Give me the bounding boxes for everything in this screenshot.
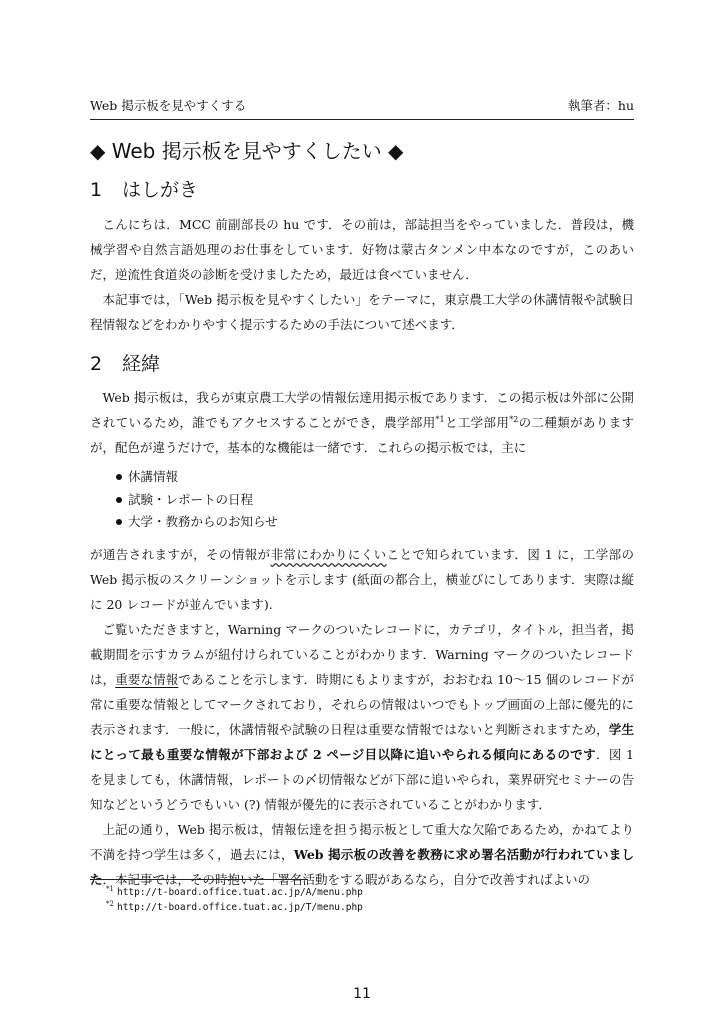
footnote-ref-2: *2 bbox=[509, 414, 519, 424]
text-run: と工学部用 bbox=[444, 415, 510, 430]
text-run: であることを示します．時期にもよりますが，おおむね 10〜15 個のレコードが常に重要な情報としてマークされており，それらの情報はいつでもトップ画面の上部に優先的に表示されます．一般に，休講情報や試験の日程は重要な情報ではないと判断されますため， bbox=[90, 672, 634, 737]
running-header bbox=[90, 96, 634, 120]
footnote-url: http://t-board.office.tuat.ac.jp/T/menu.php bbox=[116, 902, 363, 913]
background-paragraph-1 bbox=[90, 385, 634, 460]
footnote-url: http://t-board.office.tuat.ac.jp/A/menu.php bbox=[116, 887, 363, 898]
section-number: 2 bbox=[90, 353, 103, 375]
footnote-1 bbox=[106, 885, 363, 900]
bullet-list bbox=[90, 466, 634, 534]
background-continued bbox=[90, 542, 634, 892]
text-run: ご覧いただきますと，Warning マークのついたレコードに，カテゴリ，タイトル，担当者，掲載期間を示すカラムが紐付けられていることがわかります．Warning マークのついたレコードは， bbox=[90, 622, 634, 687]
emphasis-bold: 学生にとって最も重要な情報が下部および 2 ページ目以降に追いやられる傾向にあるのです bbox=[90, 722, 634, 762]
footnote-mark: *2 bbox=[106, 899, 114, 908]
article-title: ◆ Web 掲示板を見やすくしたい ◆ bbox=[90, 139, 404, 163]
intro-paragraph-1: こんにちは．MCC 前副部長の hu です．その前は，部誌担当をやっていました．普段は，機械学習や自然言語処理のお仕事をしています．好物は蒙古タンメン中本なのですが，このあいだ，逆流性食道炎の診断を受けましたため，最近は食べていません． bbox=[90, 217, 634, 282]
footnote-ref-1: *1 bbox=[435, 414, 445, 424]
intro-section bbox=[90, 212, 634, 337]
text-run: の二種類がありますが，配色が違うだけで，基本的な機能は一緒です．これらの掲示板では，主に bbox=[90, 415, 634, 455]
footnote-2 bbox=[106, 900, 363, 915]
emphasis-wavy: 非常にわかりにくい bbox=[270, 547, 387, 562]
header-left-title: Web 掲示板を見やすくする bbox=[90, 98, 247, 113]
section-heading-1 bbox=[90, 178, 634, 202]
section-heading-2 bbox=[90, 352, 634, 376]
list-item: 大学・教務からのお知らせ bbox=[90, 511, 634, 534]
list-item: 休講情報 bbox=[90, 466, 634, 489]
text-run: ことで知られています．図 1 に，工学部の Web 掲示板のスクリーンショットを示します (紙面の都合上，横並びにしてあります．実際は縦に 20 レコードが並んでいます). bbox=[90, 547, 634, 612]
section-number: 1 bbox=[90, 179, 103, 201]
text-run: ．図 1 を見ましても，休講情報，レポートの〆切情報などが下部に追いやられ，業界研究セミナーの告知などというどうでもいい (?) 情報が優先的に表示されていることがわかります． bbox=[90, 747, 634, 812]
page-number: 11 bbox=[353, 986, 371, 1002]
background-paragraph-3 bbox=[90, 617, 634, 817]
emphasis-bold: Web 掲示板の改善を教務に求め署名活動が行われていました bbox=[90, 847, 634, 887]
emphasis-underline: 重要な情報 bbox=[115, 672, 179, 687]
background-paragraph-2 bbox=[90, 542, 634, 617]
text-run: ．本記事では，その時抱いた「署名活動をする暇があるなら，自分で改善すればよいの bbox=[102, 872, 591, 887]
text-run: Web 掲示板は，我らが東京農工大学の情報伝達用掲示板であります．この掲示板は外部に公開されているため，誰でもアクセスすることができ，農学部用 bbox=[90, 390, 634, 430]
section-title: はしがき bbox=[122, 179, 199, 201]
section-title: 経緯 bbox=[122, 353, 161, 375]
footnotes bbox=[106, 885, 363, 915]
background-section bbox=[90, 385, 634, 460]
list-item: 試験・レポートの日程 bbox=[90, 489, 634, 512]
footnote-mark: *1 bbox=[106, 884, 114, 893]
text-run: が通告されますが，その情報が bbox=[90, 547, 271, 562]
intro-paragraph-2: 本記事では，「Web 掲示板を見やすくしたい」をテーマに，東京農工大学の休講情報や試験日程情報などをわかりやすく提示するための手法について述べます． bbox=[90, 292, 634, 332]
footnote-divider bbox=[90, 879, 308, 880]
background-paragraph-4 bbox=[90, 817, 634, 892]
header-author: 執筆者：hu bbox=[567, 98, 634, 113]
text-run: 上記の通り，Web 掲示板は，情報伝達を担う掲示板として重大な欠陥であるため，かねてより不満を持つ学生は多く，過去には， bbox=[90, 822, 634, 862]
